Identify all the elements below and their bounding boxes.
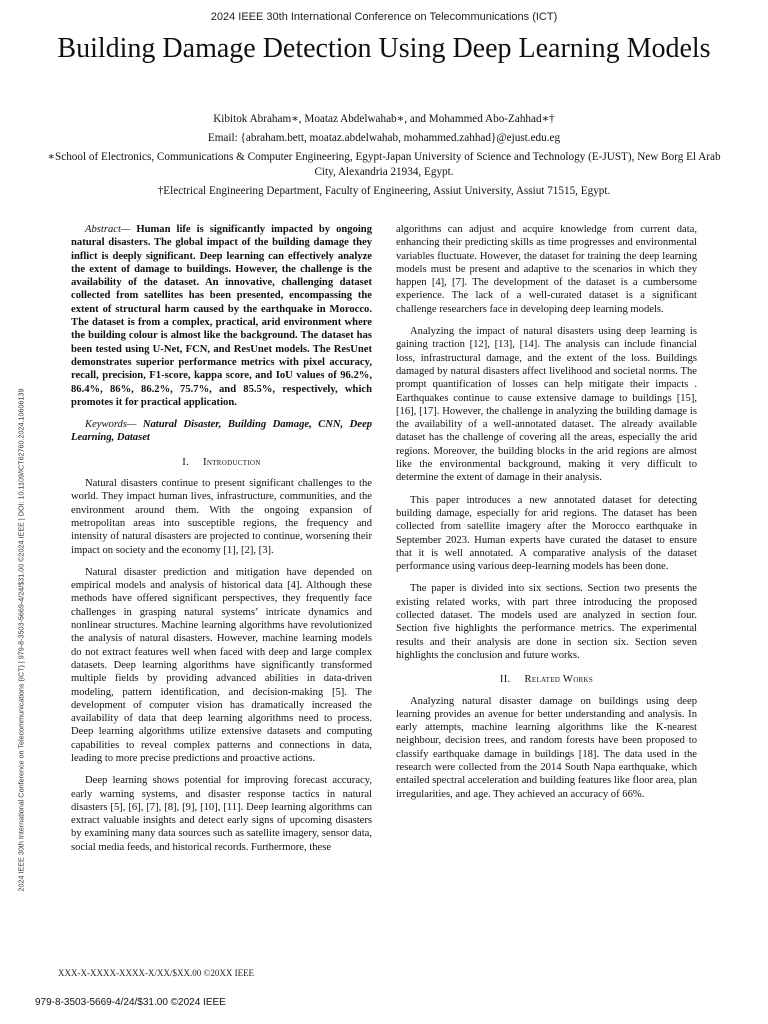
paper-title: Building Damage Detection Using Deep Learning Models xyxy=(57,33,711,64)
right-column xyxy=(396,223,697,810)
keywords-label: Keywords— xyxy=(85,419,137,431)
section-heading-related-works xyxy=(396,673,697,686)
abstract xyxy=(71,223,372,409)
author-email: Email: {abraham.bett, moataz.abdelwahab, mohammed.zahhad}@ejust.edu.eg xyxy=(207,132,561,144)
paragraph: Natural disaster prediction and mitigation have depended on empirical models and analysis of historical data [4]. Although these methods have offered significant perspectives, they frequently face challenges in grasping natural systems’ intricate dynamics and nonlinear structures. Machine learning algorithms have revolutionized the analysis of natural disasters. However, machine learning models do not extract features well when faced with deep and large complex datasets. Deep learning algorithms have significantly transformed multiple fields by providing advanced abilities in data-driven modeling, pattern identification, and decision-making [5]. The development of computer vision has dramatically increased the availability of data that deep learning algorithms need to process. Deep learning algorithms utilize extensive datasets and computing capabilities to reveal complex patterns and connections in data, leading to more precise predictions and proactive actions. xyxy=(71,566,372,764)
section-title: Introduction xyxy=(203,456,261,468)
section-number: I. xyxy=(182,456,190,468)
section-number: II. xyxy=(499,674,511,686)
paragraph: The paper is divided into six sections. Section two presents the existing related works, with part three introducing the proposed collected dataset. The models used are analyzed in section four. Section five highlights the performance metrics. The experimental results and their analysis are done in section six. Section seven highlights the conclusion and future works. xyxy=(396,583,697,661)
section-title: Related Works xyxy=(524,674,594,686)
keywords xyxy=(71,418,372,445)
footer-code: XXX-X-XXXX-XXXX-X/XX/$XX.00 ©20XX IEEE xyxy=(58,968,255,978)
paragraph: Natural disasters continue to present significant challenges to the world. They impact human lives, infrastructure, communities, and the environment around them. With the ongoing expansion of metropolitan areas into susceptible regions, the frequency and intensity of natural disasters are projected to continue, worsening their impact on society and the economy [1], [2], [3]. xyxy=(71,478,372,556)
conference-header: 2024 IEEE 30th International Conference on Telecommunications (ICT) xyxy=(210,11,558,23)
abstract-text: Human life is significantly impacted by ongoing natural disasters. The global impact of the building damage they inflict is deeply significant. Deep learning can effectively analyze the extent of damage to buildings. However, the challenge is the availability of the dataset. An innovative, challenging dataset collected from satellites has been presented, encompassing the extent of structural harm caused by the earthquake in Morocco. The dataset is from a complex, practical, arid environment where the building colour is almost like the background. The dataset has been tested using U-Net, FCN, and ResUnet models. The ResUnet demonstrates superior performance metrics with pixel accuracy, recall, precision, F1-score, kappa score, and IoU values of 96.2%, 86.4%, 86%, 86.2%, 75.7%, and 85.5%, respectively, which promotes it for practical application. xyxy=(71,224,372,408)
side-strip xyxy=(13,330,29,950)
paragraph: Analyzing natural disaster damage on buildings using deep learning provides an avenue for better understanding and analysis. In early attempts, machine learning algorithms like the K-nearest neighbour, decision trees, and random forests have been proposed to classify earthquake damage in buildings [18]. The data used in the research were collected from the 2014 South Napa earthquake, which entailed spectral acceleration and building features like floor area, plan irregularities, and age. They achieved an accuracy of 66%. xyxy=(396,695,697,800)
paragraph: algorithms can adjust and acquire knowledge from current data, enhancing their predicting skills as time progresses and environmental variables fluctuate. However, the dataset for training the deep learning models must be present and adaptive to the scenarios in which they happen [4], [7]. The development of the dataset is a cumbersome experience. The lack of a well-curated dataset is a significant challenge researchers face in developing deep learning models. xyxy=(396,224,697,315)
author-names: Kibitok Abraham∗, Moataz Abdelwahab∗, and Mohammed Abo-Zahhad∗† xyxy=(213,113,555,125)
abstract-label: Abstract— xyxy=(85,224,131,235)
paragraph: This paper introduces a new annotated dataset for detecting building damage, especially for arid regions. The dataset has been collected from satellite imagery after the Morocco earthquake in September 2023. Human experts have curated the dataset to ensure that it is well annotated. A comparative analysis of the dataset performance using various deep-learning models has been done. xyxy=(396,494,697,573)
affiliation-1: ∗School of Electronics, Communications & Computer Engineering, Egypt-Japan University of Science and Technology (E-JUST), New Borg El Arab City, Alexandria 21934, Egypt. xyxy=(47,151,721,178)
paragraph: Deep learning shows potential for improving forecast accuracy, early warning systems, and disaster response tactics in natural disasters [5], [6], [7], [8], [9], [10], [11]. Deep learning algorithms can extract valuable insights and detect early signs of upcoming disasters by examining many data sources such as satellite imagery, sensor data, social media feeds, and historical records. Furthermore, these xyxy=(71,775,372,853)
side-strip-text: 2024 IEEE 30th International Conference on Telecommunications (ICT) | 979-8-3503-5669-4/24/$31.00 ©2024 IEEE | DOI: 10.1109/ICT62760.2024.10606139 xyxy=(16,388,26,892)
section-heading-introduction xyxy=(71,456,372,469)
footer-copyright: 979-8-3503-5669-4/24/$31.00 ©2024 IEEE xyxy=(35,997,226,1008)
affiliation-2: †Electrical Engineering Department, Faculty of Engineering, Assiut University, Assiut 71515, Egypt. xyxy=(157,185,611,197)
keywords-text: Natural Disaster, Building Damage, CNN, Deep Learning, Dataset xyxy=(71,419,372,444)
paragraph: Analyzing the impact of natural disasters using deep learning is gaining traction [12], [13], [14]. The analysis can include financial loss, infrastructural damage, and the extent of the loss. Buildings damaged by natural disasters affect livelihood and societal norms. The prompt quantification of losses can help mitigate their impacts . Earthquakes continue to cause extensive damage to buildings [15], [16], [17]. However, the challenge in analyzing the building damage is the availability of a well-annotated dataset. The already available dataset has the challenge of covering all the areas, especially the arid regions. Moreover, the building blocks in the arid regions are almost like the environmental background, making it very difficult to determine the extent of damage in their analysis. xyxy=(396,326,697,484)
left-column xyxy=(71,223,372,863)
author-block xyxy=(40,112,728,203)
